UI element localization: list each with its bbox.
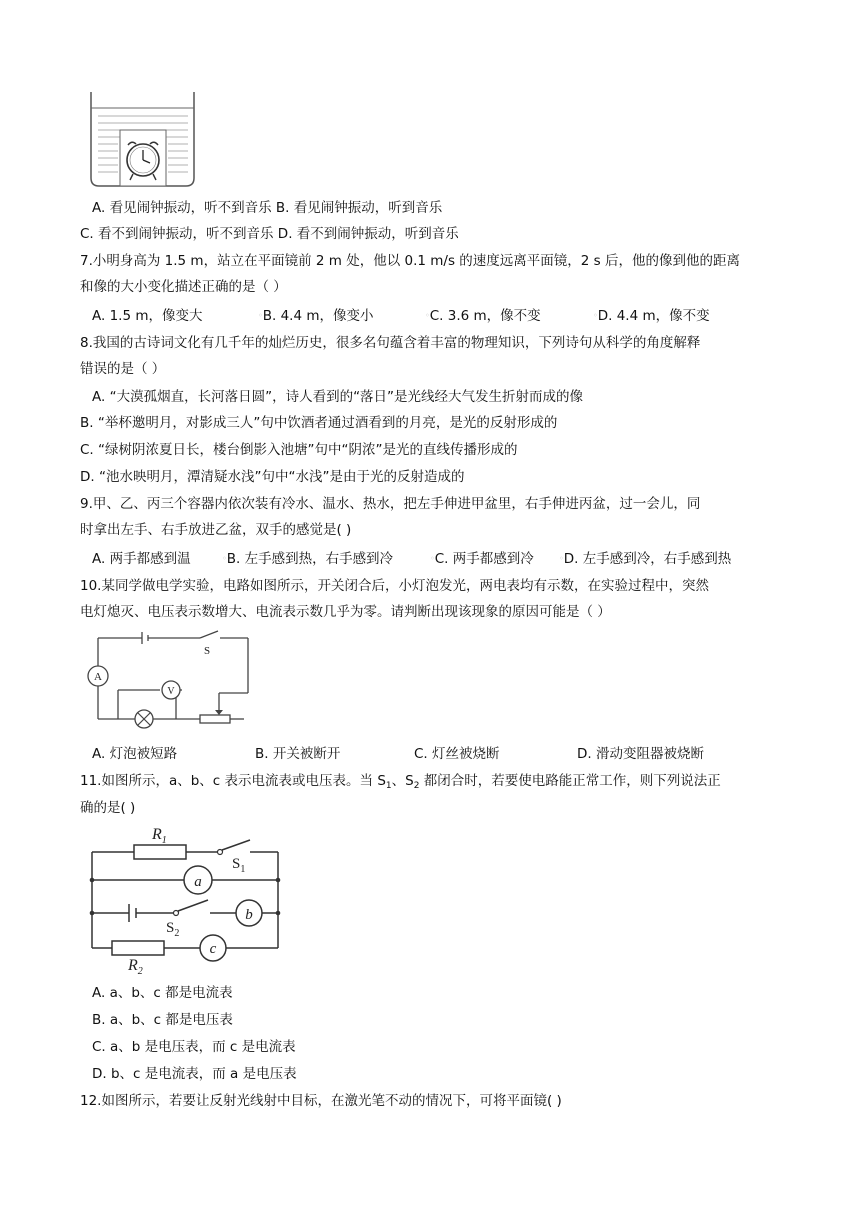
q7-option-a: A. 1.5 m，像变大 xyxy=(92,308,203,324)
q9-option-b: ◦B. 左手感到热，右手感到冷 xyxy=(222,551,394,567)
q9-option-b-text: B. 左手感到热，右手感到冷 xyxy=(226,551,394,567)
q11-s1-label xyxy=(232,856,245,875)
q11-stem-part1: 11.如图所示，a、b、c 表示电流表或电压表。当 S xyxy=(80,773,386,789)
q11-s2-letter: S xyxy=(166,920,175,936)
q7-stem-line2: 和像的大小变化描述正确的是（ ） xyxy=(80,279,287,295)
q10-voltmeter-label: V xyxy=(167,686,175,697)
q8-option-a: A. “大漠孤烟直，长河落日圆”，诗人看到的“落日”是光线经大气发生折射而成的像 xyxy=(92,389,584,405)
q6-options-ab: A. 看见闹钟振动，听不到音乐 B. 看见闹钟振动，听到音乐 xyxy=(92,200,443,216)
q10-option-b: B. 开关被断开 xyxy=(255,746,341,762)
q10-option-c: C. 灯丝被烧断 xyxy=(414,746,500,762)
q10-option-d: D. 滑动变阻器被烧断 xyxy=(577,746,704,762)
q11-stem-sub2: 2 xyxy=(413,781,420,791)
q9-stem-line2: 时拿出左手、右手放进乙盆，双手的感觉是( ) xyxy=(80,522,352,538)
q7-option-d-text: D. 4.4 m，像不变 xyxy=(597,308,710,324)
q8-stem-line1: 8.我国的古诗词文化有几千年的灿烂历史，很多名句蕴含着丰富的物理知识，下列诗句从科学的角度解释 xyxy=(80,335,701,351)
q11-r1-letter: R xyxy=(152,826,162,843)
q7-option-c-text: C. 3.6 m，像不变 xyxy=(429,308,541,324)
q9-option-d-text: D. 左手感到冷，右手感到热 xyxy=(563,551,732,567)
q7-option-c: ◦C. 3.6 m，像不变 xyxy=(425,308,541,324)
q9-option-c-text: C. 两手都感到冷 xyxy=(434,551,534,567)
q10-stem-line1: 10.某同学做电学实验，电路如图所示，开关闭合后，小灯泡发光，两电表均有示数，在实验过程中，突然 xyxy=(80,578,709,594)
q11-meter-b-label: b xyxy=(245,907,253,923)
q10-stem-line2: 电灯熄灭、电压表示数增大、电流表示数几乎为零。请判断出现该现象的原因可能是（ ） xyxy=(80,604,611,620)
q11-s2-label xyxy=(166,920,179,939)
q7-option-b: ◦B. 4.4 m，像变小 xyxy=(258,308,374,324)
q11-circuit-figure xyxy=(86,822,286,977)
q11-stem-part3: 都闭合时，若要使电路能正常工作，则下列说法正 xyxy=(419,773,721,789)
q8-option-b: B. “举杯邀明月，对影成三人”句中饮酒者通过酒看到的月亮，是光的反射形成的 xyxy=(80,415,558,431)
q9-option-d: ◦D. 左手感到冷，右手感到热 xyxy=(559,551,732,567)
q11-s1-letter: S xyxy=(232,856,241,872)
q11-r2-sub: 2 xyxy=(137,966,143,977)
q8-option-d: D. “池水映明月，潭清疑水浅”句中“水浅”是由于光的反射造成的 xyxy=(80,469,465,485)
q7-option-d: ◦D. 4.4 m，像不变 xyxy=(593,308,710,324)
q11-meter-c-label: c xyxy=(209,941,217,957)
q11-option-c: C. a、b 是电压表，而 c 是电流表 xyxy=(92,1039,296,1055)
q8-stem-line2: 错误的是（ ） xyxy=(80,361,166,377)
q11-stem-line2: 确的是( ) xyxy=(80,800,136,816)
q11-r2-letter: R xyxy=(128,957,138,974)
q7-option-b-text: B. 4.4 m，像变小 xyxy=(262,308,374,324)
q11-s1-sub: 1 xyxy=(240,864,246,875)
q7-stem-line1: 7.小明身高为 1.5 m，站立在平面镜前 2 m 处，他以 0.1 m/s 的速度远离平面镜，2 s 后，他的像到他的距离 xyxy=(80,253,740,269)
q10-ammeter-label: A xyxy=(94,671,102,683)
q11-option-b: B. a、b、c 都是电压表 xyxy=(92,1012,233,1028)
q11-meter-a-label: a xyxy=(194,874,202,890)
q11-r1-sub: 1 xyxy=(161,835,167,846)
q9-stem-line1: 9.甲、乙、丙三个容器内依次装有冷水、温水、热水，把左手伸进甲盆里，右手伸进丙盆，过一会儿，同 xyxy=(80,496,701,512)
q9-option-c: ◦C. 两手都感到冷 xyxy=(430,551,534,567)
q6-options-cd: C. 看不到闹钟振动，听不到音乐 D. 看不到闹钟振动，听到音乐 xyxy=(80,226,459,242)
q10-option-a: A. 灯泡被短路 xyxy=(92,746,178,762)
q11-s2-sub: 2 xyxy=(174,928,180,939)
q8-option-c: C. “绿树阴浓夏日长，楼台倒影入池塘”句中“阴浓”是光的直线传播形成的 xyxy=(80,442,518,458)
q11-r1-label xyxy=(151,826,167,846)
q10-circuit-figure xyxy=(84,628,264,728)
q9-option-a: A. 两手都感到温 xyxy=(92,551,191,567)
q11-stem-part2: 、S xyxy=(391,773,414,789)
q12-stem-line1: 12.如图所示，若要让反射光线射中目标，在激光笔不动的情况下，可将平面镜( ) xyxy=(80,1093,562,1109)
q11-option-d: D. b、c 是电流表，而 a 是电压表 xyxy=(92,1066,297,1082)
q11-stem-line1 xyxy=(80,771,721,791)
q11-stem-sub1: 1 xyxy=(385,781,392,791)
q11-option-a: A. a、b、c 都是电流表 xyxy=(92,985,233,1001)
alarm-clock-jar-figure xyxy=(88,90,198,190)
q11-r2-label xyxy=(127,957,143,977)
q10-switch-label: S xyxy=(204,645,211,657)
